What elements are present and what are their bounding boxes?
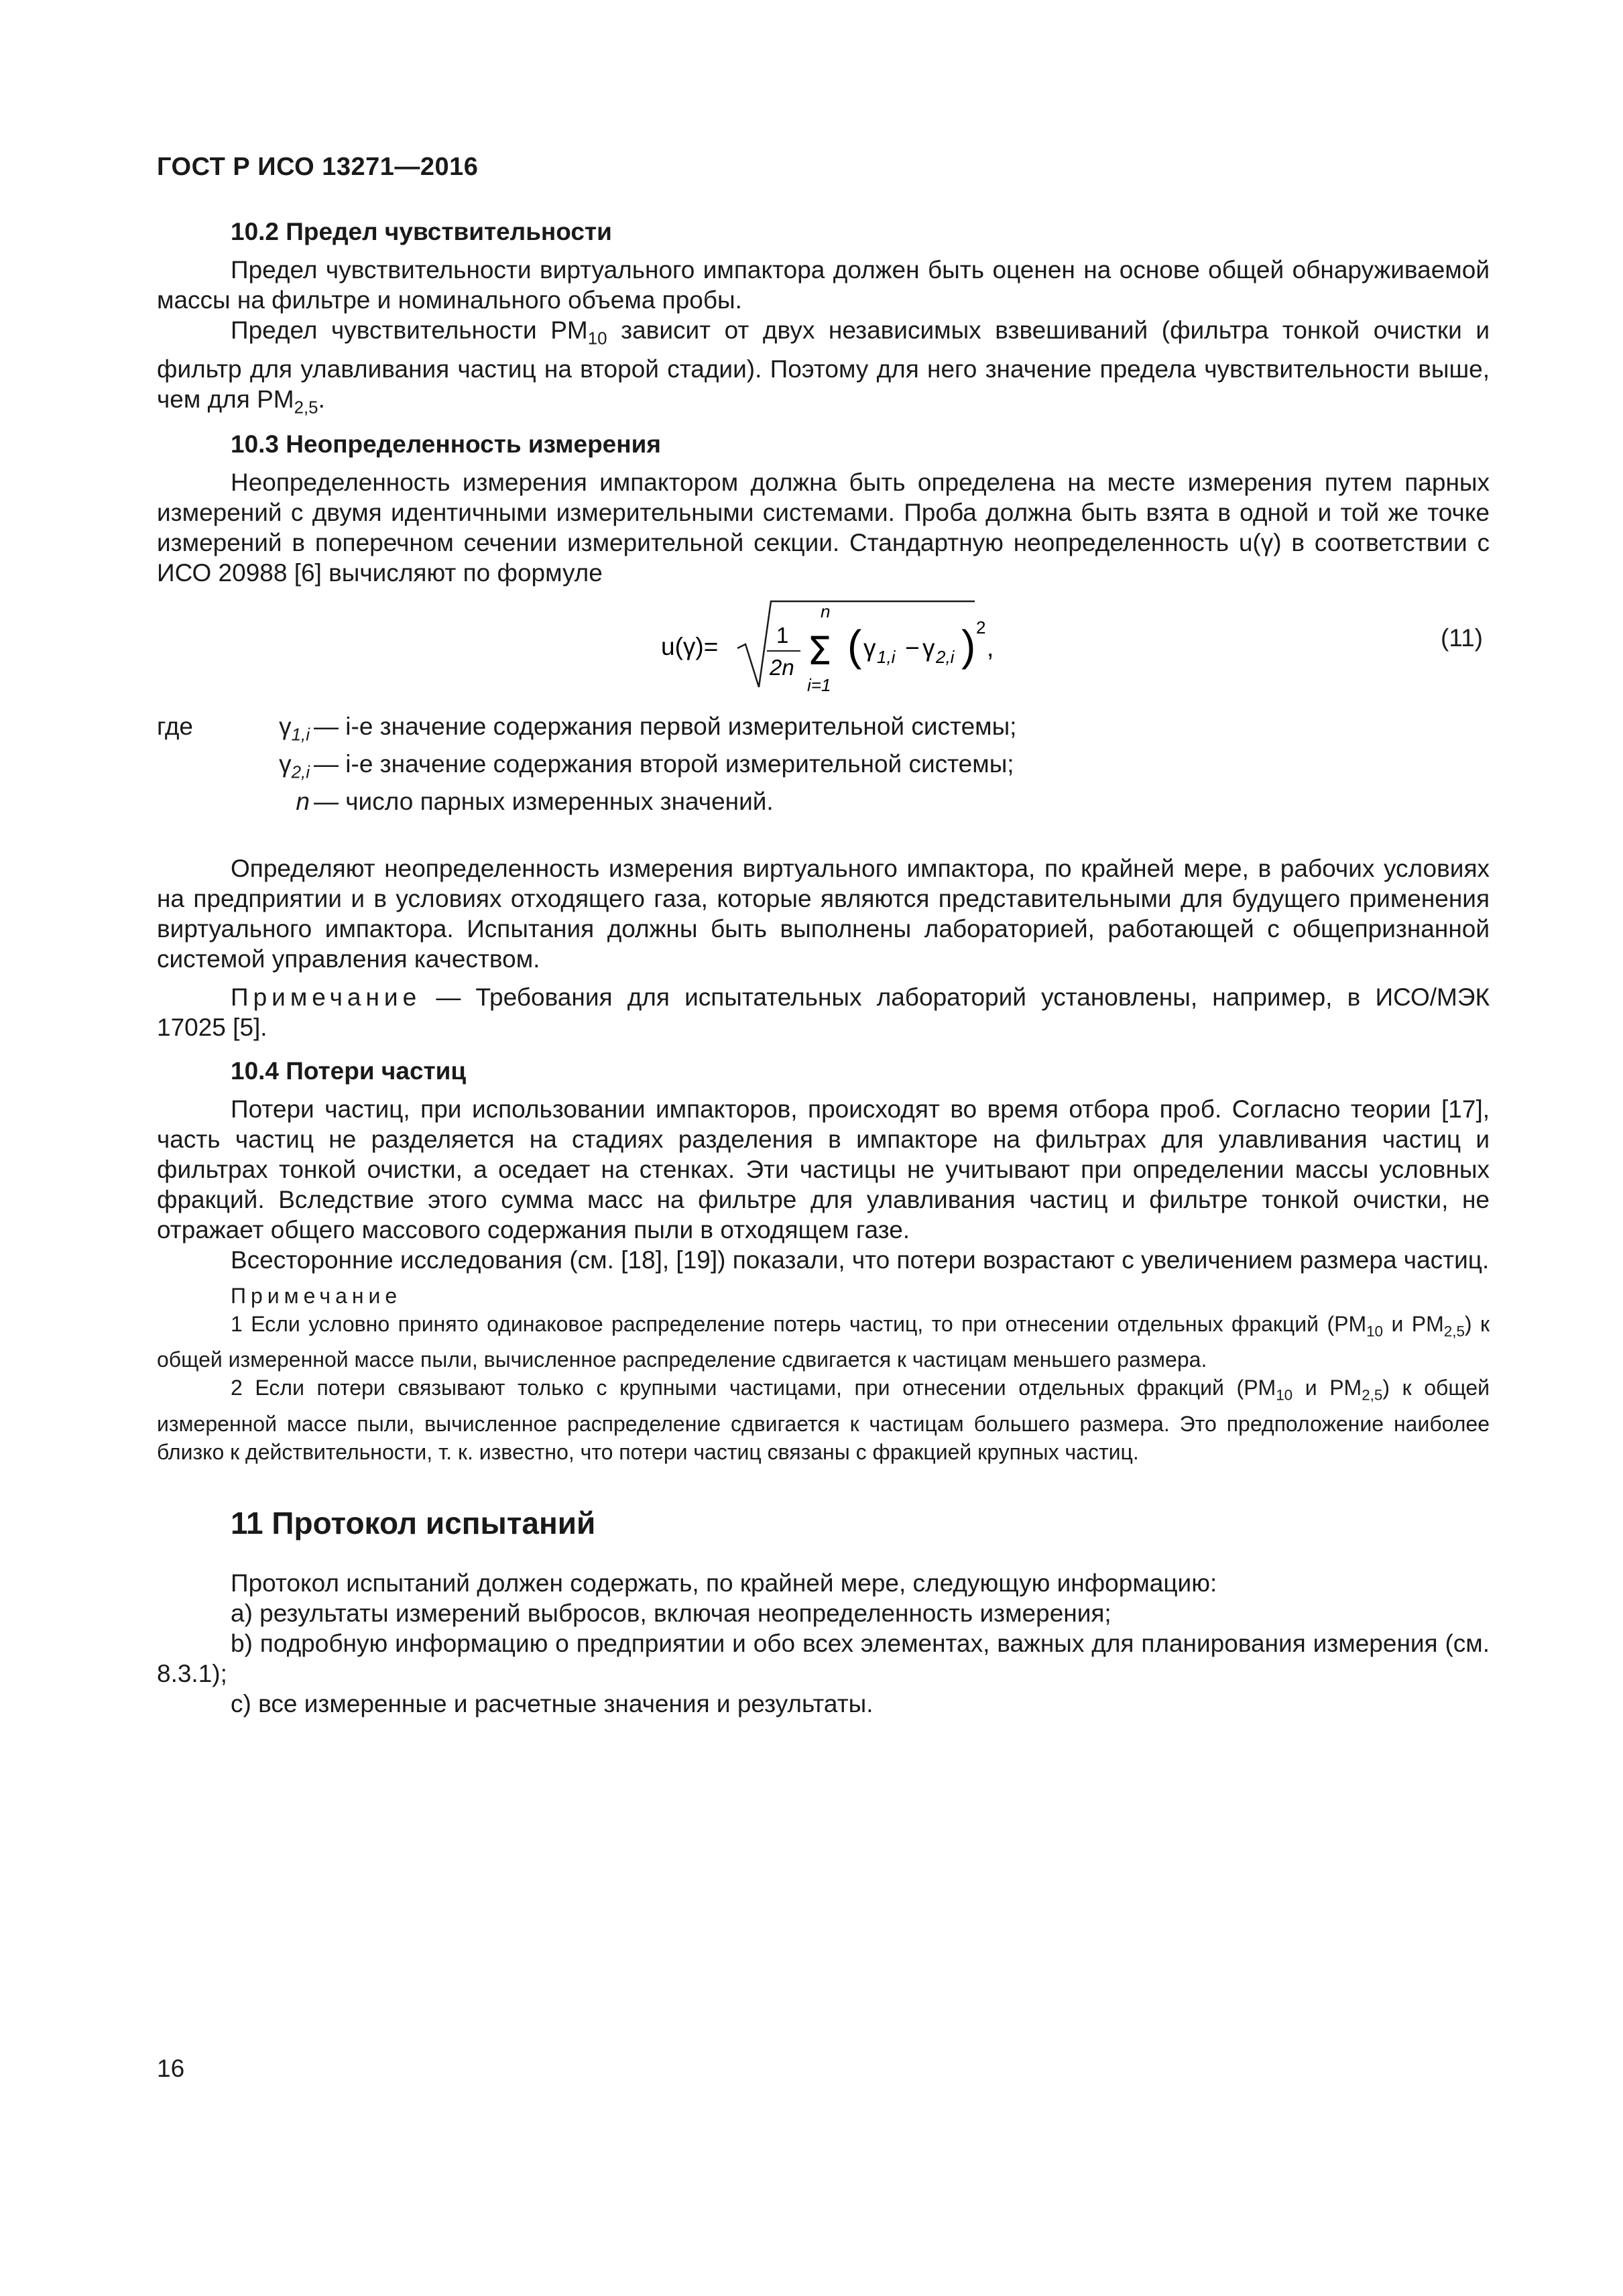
where-row-1 [157, 707, 1490, 745]
where-lead: где [157, 712, 194, 740]
where-description: — i-е значение содержания второй измерительной системы; [314, 749, 1014, 778]
term-a: γ [863, 633, 876, 662]
power: 2 [976, 617, 986, 638]
section-11-intro: Протокол испытаний должен содержать, по крайней мере, следующую информацию: [231, 1569, 1217, 1597]
page-number: 16 [157, 2055, 185, 2082]
section-10-4-notes-label: Примечание [231, 1283, 402, 1308]
frac-numerator: 1 [776, 622, 789, 648]
section-10-3-paragraph-1: Неопределенность измерения импактором должна быть определена на месте измерения путем парных измерений с двумя идентичными измерительными системами. Проба должна быть взята в одной и той же точке измерений в поперечном сечении измерительной секции. Стандартную неопределенность u(γ) в соответствии с ИСО 20988 [6] вычисляют по формуле [157, 468, 1490, 587]
section-11-item-a: a) результаты измерений выбросов, включая неопределенность измерения; [231, 1599, 1111, 1627]
formula-11 [157, 595, 1490, 695]
section-10-4-paragraph-2: Всесторонние исследования (см. [18], [19]) показали, что потери возрастают с увеличением размера частиц. [231, 1246, 1490, 1274]
where-symbol: $\gamma_{1,i}$ [279, 712, 310, 745]
where-row-3 [157, 782, 1490, 820]
where-symbol: $\gamma_{2,i}$ [279, 749, 310, 782]
section-10-3-paragraph-2: Определяют неопределенность измерения виртуального импактора, по крайней мере, в рабочих условиях на предприятии и в условиях отходящего газа, которые являются представительными для будущего применения виртуального импактора. Испытания должны быть выполнены лабораторией, работающей с общепризнанной системой управления качеством. [157, 854, 1490, 973]
term-a-sub: 1,i [877, 646, 896, 667]
section-10-4-note-1: 1 Если условно принято одинаковое распределение потерь частиц, то при отнесении отдельных фракций ($PM_{10}$ и $PM_{2,5}$) к общей измеренной массе пыли, вычисленное распределение сдвигается к частицам меньшего размера. [157, 1311, 1490, 1372]
section-10-2-paragraph-2: Предел чувствительности $PM_{10}$ зависит от двух независимых взвешиваний (фильтра тонкой очистки и фильтр для улавливания частиц на второй стадии). Поэтому для него значение предела чувствительности выше, чем для $PM_{2,5}$. [157, 316, 1490, 418]
where-description: — i-е значение содержания первой измерительной системы; [314, 712, 1017, 740]
formula-graphic [157, 595, 1490, 695]
document-code-header: ГОСТ Р ИСО 13271—2016 [157, 153, 479, 181]
section-10-2-paragraph-1: Предел чувствительности виртуального импактора должен быть оценен на основе общей обнаруживаемой массы на фильтре и номинального объема пробы. [157, 256, 1490, 314]
right-paren: ) [961, 621, 976, 670]
section-10-4-paragraph-1: Потери частиц, при использовании импакторов, происходят во время отбора проб. Согласно теории [17], часть частиц не разделяется на стадиях разделения в импакторе на фильтрах для улавливания частиц и фильтрах тонкой очистки, а оседает на стенках. Эти частицы не учитывают при определении массы условных фракций. Вследствие этого сумма масс на фильтре для улавливания частиц и фильтре тонкой очистки, не отражает общего массового содержания пыли в отходящем газе. [157, 1095, 1490, 1244]
sum-upper-limit: n [821, 601, 831, 621]
formula-comma: , [987, 633, 994, 662]
sum-symbol: Σ [807, 627, 832, 674]
where-row-2 [157, 745, 1490, 782]
section-11-item-b: b) подробную информацию о предприятии и обо всех элементах, важных для планирования измерения (см. 8.3.1); [157, 1629, 1490, 1687]
section-10-3-note [157, 982, 1490, 1042]
note-text: — Требования для испытательных лабораторий установлены, например, в ИСО/МЭК 17025 [5]. [157, 983, 1490, 1041]
section-11-item-c: c) все измеренные и расчетные значения и результаты. [231, 1689, 874, 1717]
where-symbol: n [296, 787, 310, 815]
left-paren: ( [847, 621, 862, 670]
minus-sign: − [905, 633, 920, 662]
term-b-sub: 2,i [936, 646, 955, 667]
section-10-4-note-2: 2 Если потери связывают только с крупными частицами, при отнесении отдельных фракций ($PM_{10}$ и $PM_{2,5}$) к общей измеренной массе пыли, вычисленное распределение сдвигается к частицам большего размера. Это предположение наиболее близко к действительности, т. к. известно, что потери частиц связаны с фракцией крупных частиц. [157, 1376, 1490, 1464]
frac-denominator: 2n [770, 654, 794, 680]
where-description: — число парных измеренных значений. [314, 787, 774, 815]
formula-number: (11) [1440, 623, 1483, 652]
sum-lower-limit: i=1 [807, 674, 831, 695]
section-11-title: 11 Протокол испытаний [231, 1505, 596, 1540]
section-10-4-title: 10.4 Потери частиц [231, 1056, 467, 1085]
section-10-3-title: 10.3 Неопределенность измерения [231, 430, 661, 458]
formula-lhs: u(γ)= [661, 632, 719, 660]
note-label: Примечание [231, 983, 422, 1011]
document-body [157, 211, 1490, 1719]
section-10-2-title: 10.2 Предел чувствительности [231, 218, 612, 245]
term-b: γ [922, 633, 935, 662]
